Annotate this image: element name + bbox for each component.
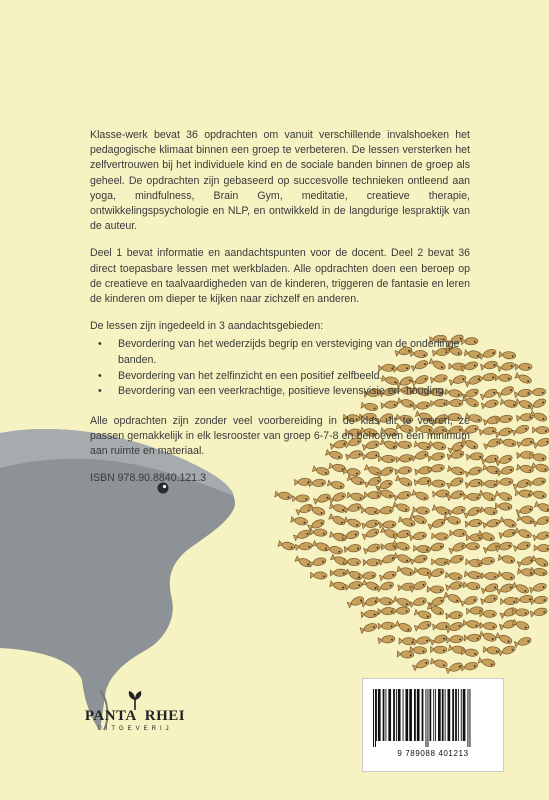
small-fish: [498, 361, 516, 372]
barcode-bar: [467, 689, 468, 747]
barcode-bar: [445, 689, 446, 741]
barcode-bar: [388, 689, 391, 741]
barcode-bar: [414, 689, 416, 741]
small-fish: [326, 544, 344, 555]
small-fish: [517, 464, 534, 474]
small-fish: [362, 527, 380, 540]
small-fish: [295, 542, 312, 551]
small-fish: [392, 501, 410, 513]
small-fish: [379, 520, 396, 528]
small-fish: [480, 360, 498, 371]
small-fish: [496, 582, 514, 595]
small-fish: [393, 529, 411, 540]
barcode-bar: [429, 689, 431, 741]
small-fish: [512, 582, 530, 595]
list-item: • Bevordering van het wederzijds begrip en versteviging van de onderlinge banden.: [98, 338, 460, 367]
small-fish: [499, 438, 516, 447]
small-fish: [463, 542, 480, 549]
barcode-bar: [373, 689, 374, 747]
small-fish: [448, 505, 466, 516]
small-fish: [480, 594, 498, 605]
small-fish: [379, 570, 397, 581]
small-fish: [378, 635, 395, 644]
small-fish: [534, 501, 549, 513]
small-fish: [328, 513, 346, 526]
barcode-bar: [386, 689, 387, 741]
small-fish: [517, 514, 535, 524]
small-fish: [534, 544, 549, 551]
small-fish: [310, 572, 327, 580]
small-fish: [516, 504, 534, 515]
small-fish: [481, 399, 499, 410]
small-fish: [376, 506, 393, 515]
barcode-bar: [405, 689, 408, 741]
barcode-bar: [448, 689, 451, 741]
small-fish: [450, 529, 467, 536]
small-fish: [293, 529, 311, 542]
small-fish: [532, 426, 549, 433]
small-fish: [329, 580, 347, 591]
small-fish: [444, 514, 462, 525]
small-fish: [461, 661, 479, 671]
small-fish: [517, 437, 535, 448]
small-fish: [344, 558, 361, 566]
publisher-subtitle: UITGEVERIJ: [97, 726, 173, 732]
small-fish: [344, 516, 362, 528]
small-fish: [361, 610, 378, 618]
small-fish: [514, 636, 532, 648]
small-fish: [483, 437, 501, 450]
small-fish: [432, 532, 449, 540]
small-fish: [410, 554, 428, 565]
small-fish: [498, 645, 516, 657]
small-fish: [460, 595, 478, 607]
small-fish: [495, 427, 513, 438]
small-fish: [393, 596, 411, 608]
small-fish: [500, 398, 518, 408]
sprout-icon: [126, 690, 144, 710]
small-fish: [498, 571, 516, 581]
small-fish: [330, 569, 347, 577]
barcode-bar: [469, 689, 470, 747]
small-fish: [497, 385, 515, 398]
small-fish: [532, 462, 549, 473]
small-fish: [413, 636, 430, 646]
small-fish: [413, 506, 430, 514]
barcode-bar: [427, 689, 428, 747]
small-fish: [515, 398, 533, 410]
small-fish: [446, 554, 464, 565]
list-intro: De lessen zijn ingedeeld in 3 aandachtsgebieden:: [90, 320, 324, 333]
barcode-bar: [425, 689, 426, 747]
small-fish: [360, 622, 378, 634]
small-fish: [309, 557, 327, 568]
barcode-bar: [396, 689, 397, 741]
barcode-number: 9 789088 401213: [397, 749, 469, 758]
small-fish: [344, 544, 361, 553]
publisher-logo: [80, 690, 190, 750]
barcode-graphic: [371, 689, 495, 747]
small-fish: [361, 506, 378, 515]
small-fish: [465, 519, 482, 528]
small-fish: [362, 519, 380, 529]
small-fish: [481, 480, 498, 488]
small-fish: [430, 633, 448, 645]
small-fish: [363, 543, 381, 555]
closing-paragraph: Alle opdrachten zijn zonder veel voorbereiding in de klas uit te voeren, ze passen gemakkelijk in elk lesrooster van groep 6-7-8 en behoeven een minimum aan ruimte en materiaal.: [90, 414, 470, 458]
small-fish: [446, 611, 463, 620]
small-fish: [409, 531, 427, 541]
small-fish: [378, 553, 396, 565]
small-fish: [495, 374, 512, 381]
small-fish: [495, 632, 513, 645]
publisher-name-right: RHEI: [144, 708, 186, 724]
publisher-name-left: PANTA: [84, 708, 137, 724]
small-fish: [427, 586, 444, 593]
small-fish: [529, 490, 546, 500]
isbn-text: ISBN 978.90.8840.121.3: [90, 472, 207, 485]
small-fish: [483, 646, 500, 655]
bullet-icon: •: [98, 385, 102, 398]
small-fish: [344, 503, 362, 514]
small-fish: [529, 388, 546, 396]
small-fish: [376, 596, 393, 605]
small-fish: [463, 581, 480, 590]
small-fish: [378, 607, 395, 615]
small-fish: [377, 581, 395, 593]
small-fish: [446, 635, 463, 644]
small-fish: [495, 490, 513, 502]
small-fish: [514, 527, 532, 539]
small-fish: [496, 414, 513, 424]
barcode-bar: [378, 689, 381, 741]
small-fish: [480, 622, 497, 630]
small-fish: [512, 424, 530, 436]
small-fish: [531, 555, 549, 568]
small-fish: [345, 580, 363, 590]
small-fish: [310, 528, 327, 536]
small-fish: [395, 620, 413, 633]
small-fish: [464, 634, 481, 641]
small-fish: [481, 572, 498, 580]
barcode-bar: [409, 689, 412, 741]
small-fish: [533, 437, 549, 449]
small-fish: [529, 582, 547, 593]
small-fish: [359, 571, 376, 580]
small-fish: [464, 505, 482, 518]
description-block: [90, 128, 470, 499]
barcode-bar: [376, 689, 377, 741]
barcode-bar: [435, 689, 436, 741]
list-item: • Bevordering van een veerkrachtige, positieve levensvisie en -houding.: [90, 384, 470, 400]
small-fish: [444, 592, 462, 605]
barcode-bar: [422, 689, 424, 741]
small-fish: [499, 351, 516, 360]
small-fish: [529, 477, 547, 487]
small-fish: [479, 348, 497, 360]
small-fish: [409, 596, 427, 607]
barcode-bar: [458, 689, 459, 741]
small-fish: [432, 504, 450, 516]
barcode-bar: [438, 689, 441, 741]
small-fish: [412, 658, 430, 671]
barcode-bar: [398, 689, 401, 741]
intro-paragraph: Klasse-werk bevat 36 opdrachten om vanuit verschillende invalshoeken het pedagogische klimaat binnen een groep te verbeteren. De lessen versterken het zelfvertrouwen bij het individuele kind en de sociale banden binnen de groep als geheel. De opdrachten zijn gebaseerd op succesvolle technieken ontleend aan yoga, mindfulness, Brain Gym, meditatie, creatieve therapie, ontwikkelingspsychologie en NLP, en ontwikkeld in de langdurige lespraktijk van de auteur.: [90, 129, 470, 233]
barcode-bar: [455, 689, 457, 741]
small-fish: [479, 631, 497, 643]
barcode-bar: [417, 689, 420, 741]
small-fish: [393, 552, 411, 564]
small-fish: [517, 555, 535, 567]
small-fish: [530, 595, 547, 605]
small-fish: [446, 581, 464, 592]
small-fish: [495, 502, 512, 510]
small-fish: [515, 372, 533, 385]
small-fish: [397, 566, 415, 577]
barcode-bar: [375, 689, 376, 747]
small-fish: [499, 528, 517, 539]
list-item: • Bevordering van het zelfinzicht en een positief zelfbeeld.: [90, 369, 470, 385]
small-fish: [499, 516, 517, 529]
barcode-bar: [383, 689, 385, 741]
bullet-icon: •: [98, 369, 102, 382]
small-fish: [513, 541, 531, 552]
small-fish: [513, 478, 531, 490]
small-fish: [498, 554, 516, 564]
small-fish: [479, 373, 496, 383]
small-fish: [464, 570, 481, 579]
small-fish: [500, 597, 517, 605]
small-fish: [533, 515, 549, 527]
small-fish: [432, 558, 449, 565]
small-fish: [445, 661, 463, 674]
small-fish: [463, 619, 480, 628]
small-fish: [430, 658, 448, 669]
small-fish: [533, 531, 549, 542]
small-fish: [478, 657, 496, 668]
small-fish: [291, 516, 308, 526]
small-fish: [480, 388, 498, 401]
small-fish: [530, 607, 548, 617]
small-fish: [428, 518, 446, 530]
barcode-bar: [433, 689, 434, 741]
small-fish: [399, 637, 416, 644]
small-fish: [496, 477, 513, 486]
small-fish: [483, 518, 501, 528]
small-fish: [445, 571, 462, 580]
barcode-bar: [442, 689, 444, 741]
small-fish: [414, 609, 432, 620]
small-fish: [414, 620, 432, 632]
small-fish: [495, 454, 513, 467]
barcode-bar: [393, 689, 395, 741]
small-fish: [516, 363, 533, 370]
barcode-label: [362, 678, 504, 772]
small-fish: [481, 582, 499, 594]
small-fish: [478, 490, 496, 503]
small-fish: [393, 607, 410, 615]
small-fish: [378, 622, 395, 630]
small-fish: [362, 579, 380, 592]
contents-paragraph: Deel 1 bevat informatie en aandachtspunten voor de docent. Deel 2 bevat 36 direct toepasbare lessen met werkbladen. Alle opdrachten doen een beroep op de creatieve en taalvaardigheden van de kinderen, triggeren de fantasie en leren de kinderen om dieper te kijken naar zichzelf en anderen.: [90, 247, 470, 306]
barcode-bar: [403, 689, 404, 741]
barcode-bar: [461, 689, 462, 741]
small-fish: [479, 426, 496, 435]
barcode-bar: [463, 689, 466, 741]
focus-areas-list: [90, 337, 470, 399]
small-fish: [430, 646, 447, 653]
small-fish: [363, 559, 380, 566]
bullet-icon: •: [98, 338, 102, 351]
barcode-bar: [452, 689, 454, 741]
small-fish: [278, 540, 296, 551]
